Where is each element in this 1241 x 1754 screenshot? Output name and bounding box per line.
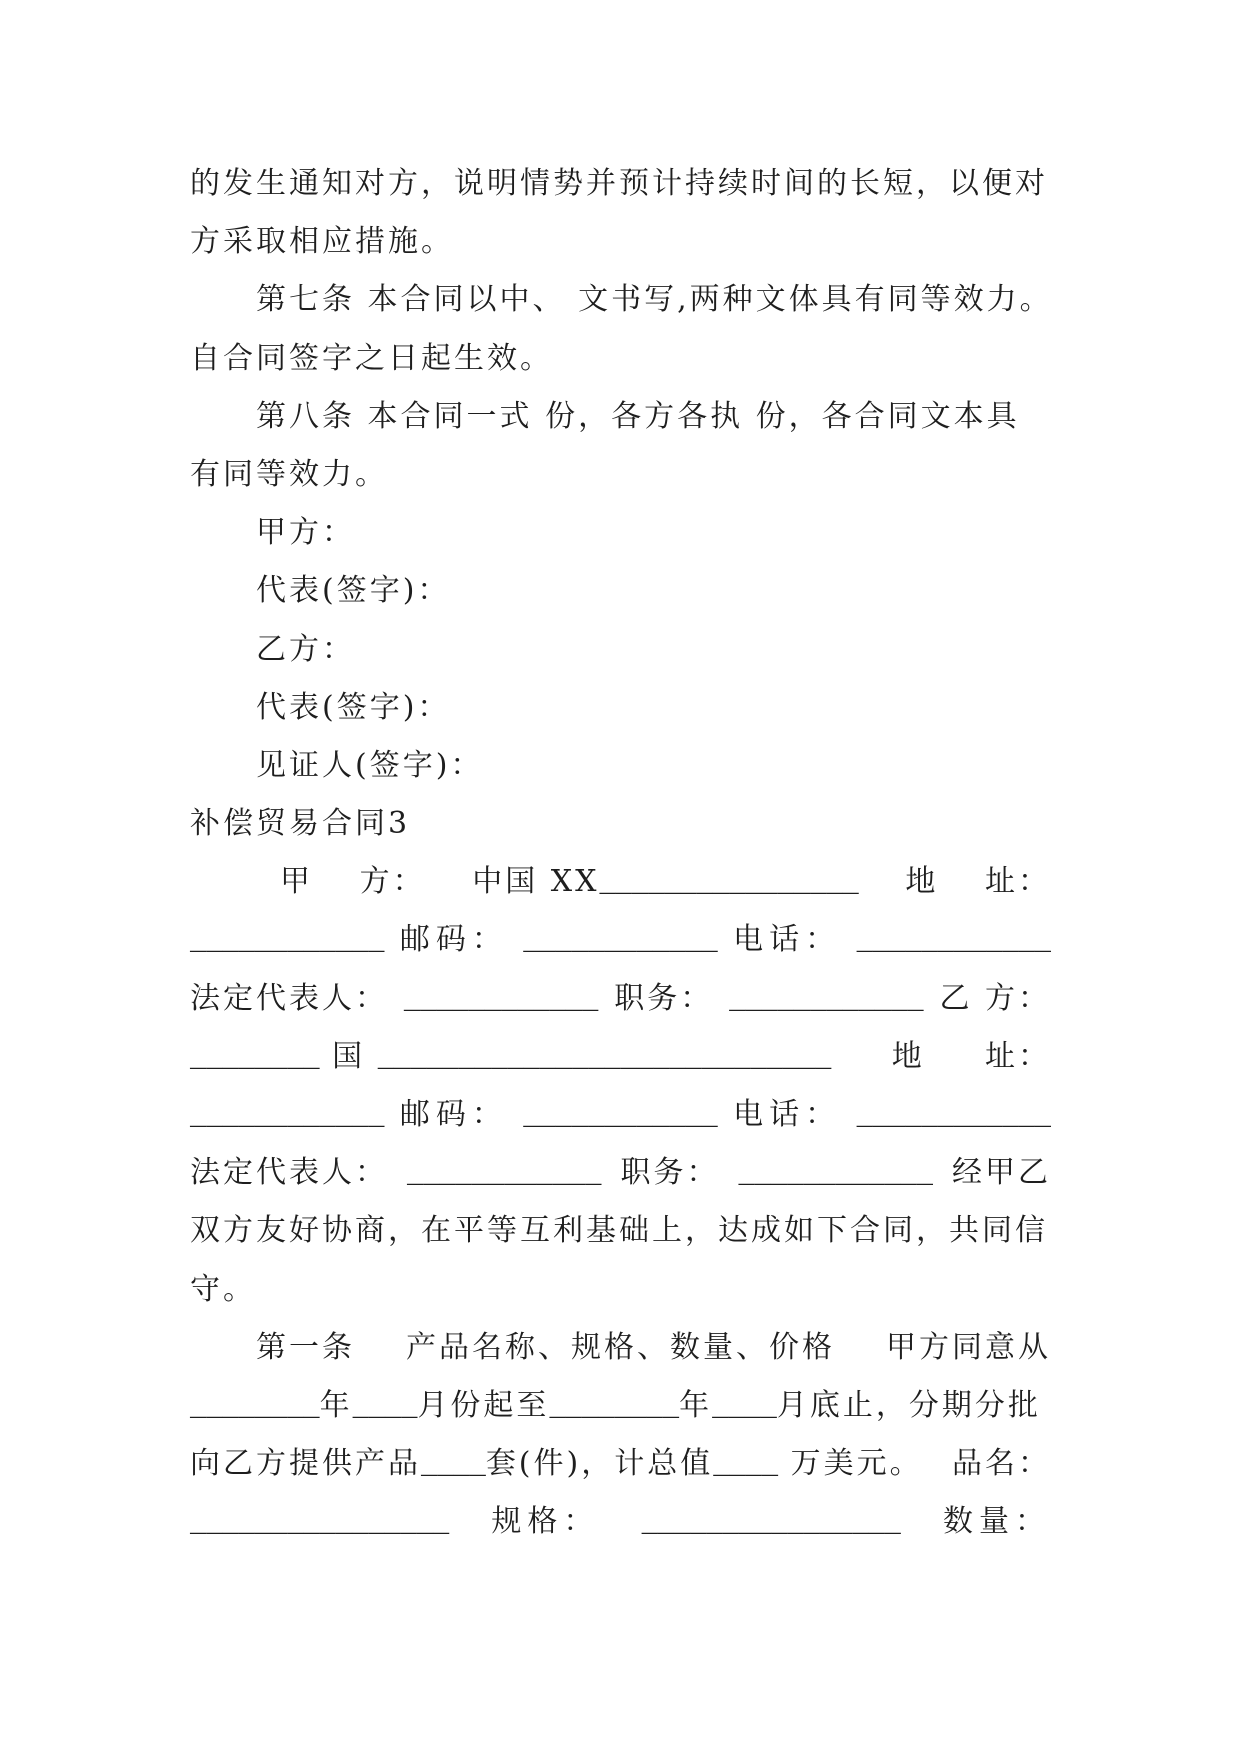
article-1-heading-line [190,1319,1051,1377]
party-a-phone-label: 电话： [733,922,842,958]
party-a-country: 中国 XX [472,864,600,900]
party-a-postcode-blank: ____________ [523,928,718,959]
supply-text [190,1435,923,1496]
party-b-postcode-label: 邮码： [399,1097,508,1132]
start-year-blank: ________ [190,1393,320,1424]
spec-blank: ________________ [641,1510,901,1541]
article-1-date-line [190,1377,1051,1435]
year-label: 年 [679,1387,713,1423]
supply-text-part: 向乙方提供产品 [190,1446,421,1482]
party-a-label-2: 方： [359,864,426,900]
preamble-line: 守。 [190,1271,256,1307]
party-b-address-blank: ____________ [190,1103,385,1133]
quantity-label: 数量： [942,1504,1051,1540]
article-1-heading: 产品名称、规格、数量、价格 [406,1329,835,1365]
party-a-rep-blank: ____________ [403,986,599,1017]
signature-party-b: 乙方： [256,631,355,667]
article-1-value-line [190,1435,1051,1493]
article-7-line: 自合同签字之日起生效。 [190,340,553,376]
end-year-blank: ________ [549,1393,680,1424]
party-b-name-blank: ________ [190,1044,320,1075]
party-b-title-blank: ____________ [738,1161,933,1192]
party-b-rep-label: 法定代表人： [190,1155,388,1191]
contract-title: 补偿贸易合同3 [190,806,411,842]
party-a-contact-line [190,911,1051,969]
party-a-phone-blank: ____________ [856,928,1051,959]
party-b-rep-blank: ____________ [407,1161,602,1192]
month-to-label: 月底止，分期分批 [776,1387,1041,1423]
signature-party-a-rep: 代表(签字)： [256,573,451,609]
article-1-text: 甲方同意从 [886,1329,1051,1365]
signature-party-a: 甲方： [256,515,355,551]
product-name-blank: ________________ [190,1510,450,1541]
start-month-blank: ____ [352,1393,418,1424]
signature-party-b-rep: 代表(签字)： [256,689,451,725]
party-b-country-group [190,1028,831,1089]
article-8-line: 第八条 本合同一式 份，各方各执 份，各合同文本具 [256,398,1020,434]
party-a-country-blank: ________________ [599,870,859,901]
party-a-title-label: 职务： [614,980,714,1016]
party-a-country-group [472,853,859,914]
month-from-label: 月份起至 [417,1387,550,1423]
article-8-line: 有同等效力。 [190,456,388,492]
preamble-start: 经甲乙 [952,1155,1051,1191]
party-b-phone-label: 电话： [733,1097,842,1132]
paragraph-line: 方采取相应措施。 [190,224,454,260]
party-a-title-blank: ____________ [729,986,924,1017]
party-b-country: 国 [319,1038,378,1074]
article-7-line: 第七条 本合同以中、 文书写,两种文体具有同等效力。 [256,282,1053,318]
party-a-address-label-2: 址： [984,864,1051,900]
party-a-line [190,853,1051,911]
party-a-rep-line [190,970,1051,1028]
party-a-rep-label: 法定代表人： [190,980,388,1016]
party-a-label-1: 甲 [280,864,313,900]
supply-text-part: 万美元。 [778,1446,923,1482]
party-a-address-label-1: 地 [905,864,939,900]
party-b-country-blank: ____________________________ [377,1044,832,1075]
party-b-phone-blank: ____________ [856,1103,1051,1133]
year-label: 年 [319,1387,353,1423]
party-a-postcode-label: 邮码： [399,922,508,958]
party-b-contact-line [190,1086,1051,1144]
document-body [190,155,1051,1552]
end-month-blank: ____ [712,1393,777,1424]
signature-witness: 见证人(签字)： [256,747,484,783]
party-b-label: 乙 方： [939,980,1051,1016]
party-a-address-blank: ____________ [190,928,385,959]
party-b-rep-line [190,1144,1051,1202]
party-b-postcode-blank: ____________ [523,1103,718,1133]
party-b-address-label-2: 址： [984,1038,1051,1074]
paragraph-line: 的发生通知对方，说明情势并预计持续时间的长短，以便对 [190,166,1048,201]
product-name-label: 品名： [952,1446,1051,1482]
preamble-line: 双方友好协商，在平等互利基础上，达成如下合同，共同信 [190,1213,1048,1249]
total-value-blank: ____ [713,1452,779,1483]
spec-label: 规格： [491,1504,600,1540]
set-count-blank: ____ [421,1452,486,1483]
party-b-line [190,1028,1051,1086]
party-b-address-label-1: 地 [891,1038,925,1074]
article-1-number: 第一条 [256,1329,355,1365]
supply-text-part: 套(件)，计总值 [485,1446,714,1482]
article-1-spec-line [190,1493,1051,1551]
party-b-title-label: 职务： [620,1155,720,1191]
